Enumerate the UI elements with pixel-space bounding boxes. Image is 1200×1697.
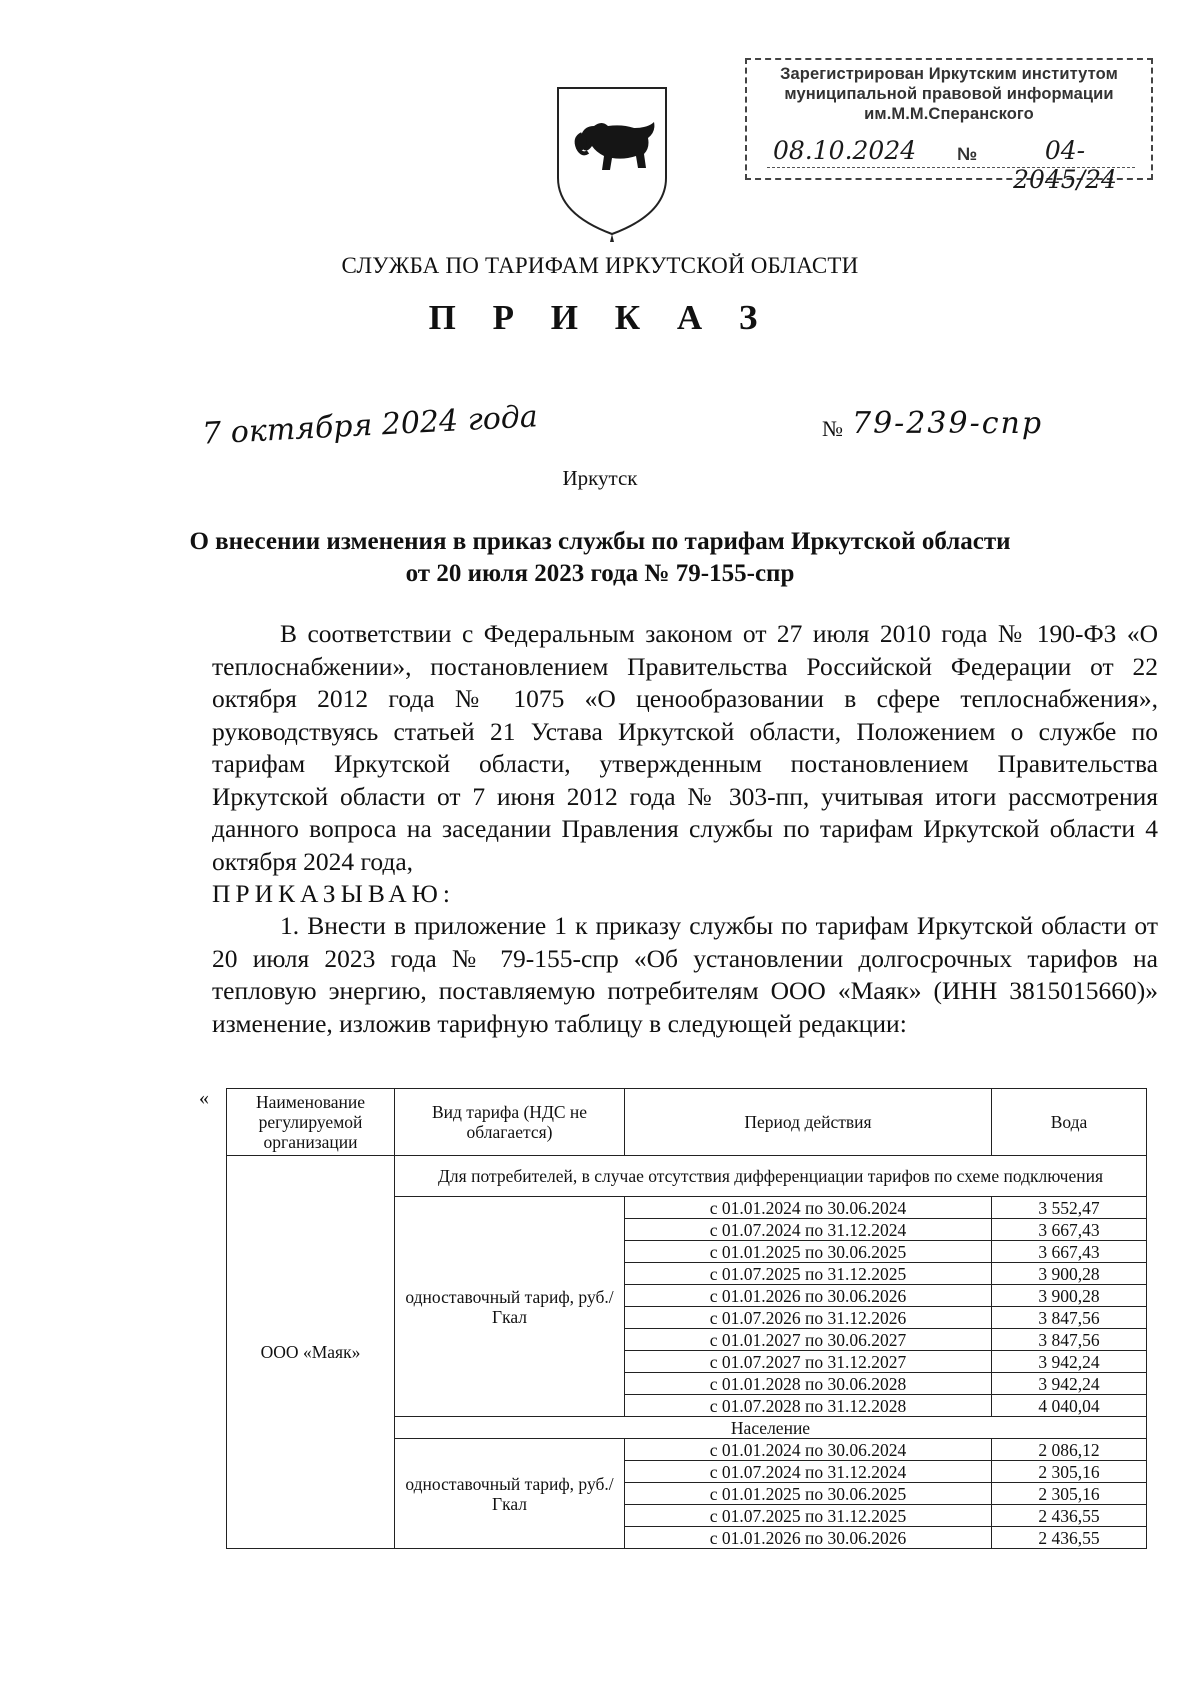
tariff-table bbox=[226, 1088, 1147, 1549]
header-water: Вода bbox=[992, 1089, 1147, 1156]
period-cell: с 01.07.2028 по 31.12.2028 bbox=[625, 1395, 992, 1417]
water-value-cell: 3 667,43 bbox=[992, 1241, 1147, 1263]
issuing-organization: СЛУЖБА ПО ТАРИФАМ ИРКУТСКОЙ ОБЛАСТИ bbox=[341, 253, 859, 278]
period-cell: с 01.01.2025 по 30.06.2025 bbox=[625, 1241, 992, 1263]
stamp-registration-row bbox=[767, 136, 1135, 194]
period-cell: с 01.01.2024 по 30.06.2024 bbox=[625, 1439, 992, 1461]
handwritten-order-date: 7 октября 2024 года bbox=[201, 399, 539, 452]
table-opening-quote: « bbox=[199, 1087, 209, 1109]
irkutsk-coat-of-arms-emblem bbox=[552, 82, 672, 242]
registration-stamp bbox=[745, 58, 1153, 194]
period-cell: с 01.01.2026 по 30.06.2026 bbox=[625, 1285, 992, 1307]
water-value-cell: 2 436,55 bbox=[992, 1505, 1147, 1527]
period-cell: с 01.01.2028 по 30.06.2028 bbox=[625, 1373, 992, 1395]
section1-tariff-type: одноставочный тариф, руб./Гкал bbox=[395, 1197, 625, 1417]
preamble-paragraph: В соответствии с Федеральным законом от 27 июля 2010 года № 190-ФЗ «О теплоснабжении», постановлением Правительства Российской Федерации от 22 октября 2012 года № 1075 «О ценообразовании в сфере теплоснабжения», руководствуясь статьей 21 Устава Иркутской области, Положением о службе по тарифам Иркутской области, утвержденным постановлением Правительства Иркутской области от 7 июня 2012 года № 303-пп, учитывая итоги рассмотрения данного вопроса на заседании Правления службы по тарифам Иркутской области 4 октября 2024 года, bbox=[212, 619, 1158, 876]
header-period: Период действия bbox=[625, 1089, 992, 1156]
water-value-cell: 3 942,24 bbox=[992, 1373, 1147, 1395]
table-row bbox=[227, 1156, 1147, 1197]
preamble-block bbox=[212, 618, 1158, 911]
organization-name-cell: ООО «Маяк» bbox=[227, 1156, 395, 1549]
period-cell: с 01.01.2026 по 30.06.2026 bbox=[625, 1527, 992, 1549]
handwritten-order-number: 79-239-спр bbox=[852, 406, 1044, 441]
water-value-cell: 3 900,28 bbox=[992, 1285, 1147, 1307]
water-value-cell: 3 552,47 bbox=[992, 1197, 1147, 1219]
water-value-cell: 2 305,16 bbox=[992, 1461, 1147, 1483]
period-cell: с 01.07.2025 по 31.12.2025 bbox=[625, 1263, 992, 1285]
water-value-cell: 3 847,56 bbox=[992, 1307, 1147, 1329]
order-heading bbox=[0, 526, 1200, 590]
period-cell: с 01.01.2025 по 30.06.2025 bbox=[625, 1483, 992, 1505]
water-value-cell: 3 900,28 bbox=[992, 1263, 1147, 1285]
water-value-cell: 2 305,16 bbox=[992, 1483, 1147, 1505]
header-organization: Наименование регулируемой организации bbox=[227, 1089, 395, 1156]
water-value-cell: 3 847,56 bbox=[992, 1329, 1147, 1351]
water-value-cell: 3 667,43 bbox=[992, 1219, 1147, 1241]
water-value-cell: 2 086,12 bbox=[992, 1439, 1147, 1461]
header-tariff-type: Вид тарифа (НДС не облагается) bbox=[395, 1089, 625, 1156]
stamp-line-2: муниципальной правовой информации bbox=[784, 85, 1114, 103]
order-item-1: 1. Внести в приложение 1 к приказу службы по тарифам Иркутской области от 20 июля 2023 года № 79-155-спр «Об установлении долгосрочных тарифов на тепловую энергию, поставляемую потребителям ООО «Маяк» (ИНН 3815015660)» изменение, изложив тарифную таблицу в следующей редакции: bbox=[212, 911, 1158, 1038]
water-value-cell: 2 436,55 bbox=[992, 1527, 1147, 1549]
stamp-underline bbox=[767, 167, 1135, 168]
period-cell: с 01.07.2026 по 31.12.2026 bbox=[625, 1307, 992, 1329]
stamp-line-1: Зарегистрирован Иркутским институтом bbox=[780, 65, 1118, 83]
period-cell: с 01.07.2025 по 31.12.2025 bbox=[625, 1505, 992, 1527]
period-cell: с 01.07.2024 по 31.12.2024 bbox=[625, 1219, 992, 1241]
order-heading-line-1: О внесении изменения в приказ службы по тарифам Иркутской области bbox=[189, 528, 1011, 555]
stamp-registration-date: 08.10.2024 bbox=[773, 136, 917, 165]
document-type-title: П Р И К А З bbox=[428, 298, 772, 337]
city-name: Иркутск bbox=[562, 466, 638, 490]
water-value-cell: 4 040,04 bbox=[992, 1395, 1147, 1417]
period-cell: с 01.01.2027 по 30.06.2027 bbox=[625, 1329, 992, 1351]
order-heading-line-2: от 20 июля 2023 года № 79-155-спр bbox=[405, 560, 795, 587]
order-number-label: № bbox=[822, 416, 843, 441]
period-cell: с 01.07.2024 по 31.12.2024 bbox=[625, 1461, 992, 1483]
water-value-cell: 3 942,24 bbox=[992, 1351, 1147, 1373]
stamp-registration-number: 04-2045/24 bbox=[1013, 136, 1117, 194]
section-population-title: Население bbox=[395, 1417, 1147, 1439]
stamp-number-label: № bbox=[957, 144, 978, 164]
section-consumers-title: Для потребителей, в случае отсутствия дифференциации тарифов по схеме подключения bbox=[395, 1156, 1147, 1197]
stamp-line-3: им.М.М.Сперанского bbox=[864, 105, 1034, 123]
period-cell: с 01.01.2024 по 30.06.2024 bbox=[625, 1197, 992, 1219]
table-header-row bbox=[227, 1089, 1147, 1156]
order-directive-word: ПРИКАЗЫВАЮ: bbox=[212, 879, 455, 908]
section2-tariff-type: одноставочный тариф, руб./Гкал bbox=[395, 1439, 625, 1549]
order-item-block bbox=[212, 910, 1158, 1040]
period-cell: с 01.07.2027 по 31.12.2027 bbox=[625, 1351, 992, 1373]
